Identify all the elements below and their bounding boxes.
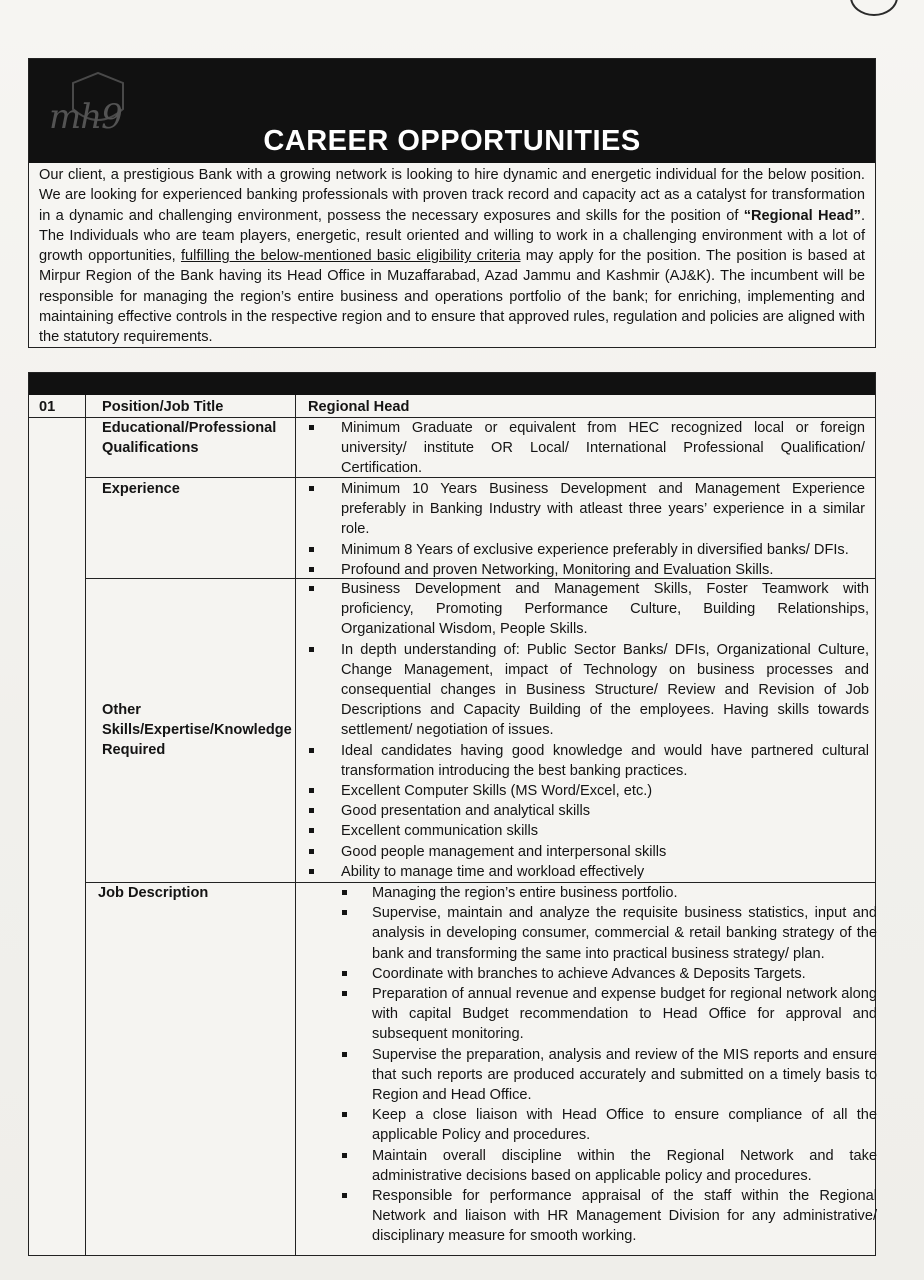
list-item: Supervise, maintain and analyze the requisite business statistics, input and analysis in developing consumer, commercial & retail banking strategy of the bank and transforming the same into practical business strategy/ plan. [372, 903, 877, 964]
education-label: Educational/Professional Qualifications [102, 420, 277, 457]
eligibility-link-text: fulfilling the below-mentioned basic eligibility criteria [180, 248, 521, 265]
col-divider-1 [85, 395, 86, 1255]
table-header-band [29, 373, 875, 395]
page-title: CAREER OPPORTUNITIES [263, 125, 641, 157]
col-divider-2 [295, 395, 296, 1255]
list-item: Good presentation and analytical skills [341, 801, 869, 821]
position-label: Position/Job Title [102, 399, 224, 415]
list-item: Ideal candidates having good knowledge and would have partnered cultural transformation introducing the best banking practices. [341, 741, 869, 781]
position-highlight: “Regional Head” [743, 207, 861, 224]
list-item: Maintain overall discipline within the Regional Network and take administrative decisions based on applicable policy and procedures. [372, 1146, 877, 1186]
career-header-box [28, 58, 876, 348]
corner-pen-mark [850, 0, 898, 16]
logo-text: mh9 [49, 97, 122, 137]
list-item: Business Development and Management Skills, Foster Teamwork with proficiency, Promoting Performance Culture, Building Relationships, Organizational Wisdom, People Skills. [341, 579, 869, 640]
list-item: Preparation of annual revenue and expense budget for regional network along with capital Budget recommendation to Head Office for approval and subsequent monitoring. [372, 984, 877, 1045]
list-item: Managing the region’s entire business portfolio. [372, 883, 877, 903]
job-description-list [372, 883, 877, 1247]
job-number: 01 [39, 399, 56, 415]
list-item: Excellent Computer Skills (MS Word/Excel, etc.) [341, 781, 869, 801]
list-item: Excellent communication skills [341, 821, 869, 841]
list-item: Responsible for performance appraisal of the staff within the Regional Network and liaison with HR Management Division for any administrative/ disciplinary measure for smooth working. [372, 1186, 877, 1247]
skills-label: Other Skills/Expertise/Knowledge Required [102, 702, 292, 759]
job-description-label: Job Description [98, 885, 209, 901]
list-item: Minimum 10 Years Business Development and Management Experience preferably in Banking Industry with atleast three years’ experience in a similar role. [341, 479, 865, 540]
list-item: Supervise the preparation, analysis and review of the MIS reports and ensure that such reports are produced accurately and submitted on a timely basis to Region and Head Office. [372, 1045, 877, 1106]
list-item: Minimum Graduate or equivalent from HEC recognized local or foreign university/ institute OR Local/ International Professional Qualification/ Certification. [341, 418, 865, 479]
list-item: Keep a close liaison with Head Office to ensure compliance of all the applicable Policy and procedures. [372, 1105, 877, 1145]
list-item: Ability to manage time and workload effectively [341, 862, 869, 882]
job-table [28, 372, 876, 1256]
experience-list [341, 479, 865, 580]
list-item: Good people management and interpersonal skills [341, 842, 869, 862]
skills-list [341, 579, 869, 882]
list-item: Profound and proven Networking, Monitoring and Evaluation Skills. [341, 560, 865, 580]
position-value: Regional Head [308, 399, 410, 415]
header-band [29, 59, 875, 163]
experience-label: Experience [102, 481, 180, 497]
intro-paragraph: Our client, a prestigious Bank with a growing network is looking to hire dynamic and energetic individual for the below position. We are looking for experienced banking professionals with proven track record and capacity act as a catalyst for transformation in a dynamic and challenging environment, possess the necessary exposures and skills for the position of “Regional Head”. The Individuals who are team players, energetic, result oriented and willing to work in a challenging environment with a lot of growth opportunities, fulfilling the below-mentioned basic eligibility criteria may apply for the position. The position is based at Mirpur Region of the Bank having its Head Office in Muzaffarabad, Azad Jammu and Kashmir (AJ&K). The incumbent will be responsible for managing the region’s entire business and operations portfolio of the bank; for enriching, implementing and maintaining effective controls in the respective region and to ensure that approved rules, regulation and policies are aligned with the statutory requirements. [39, 167, 865, 346]
list-item: Minimum 8 Years of exclusive experience preferably in diversified banks/ DFIs. [341, 540, 865, 560]
education-list [341, 418, 865, 479]
list-item: In depth understanding of: Public Sector Banks/ DFIs, Organizational Culture, Change Management, impact of Technology on business processes and consequential changes in Business Structure/ Review and Revision of Job Descriptions and Capacity Building of the employees. Having skills towards settlement/ negotiation of issues. [341, 640, 869, 741]
list-item: Coordinate with branches to achieve Advances & Deposits Targets. [372, 964, 877, 984]
